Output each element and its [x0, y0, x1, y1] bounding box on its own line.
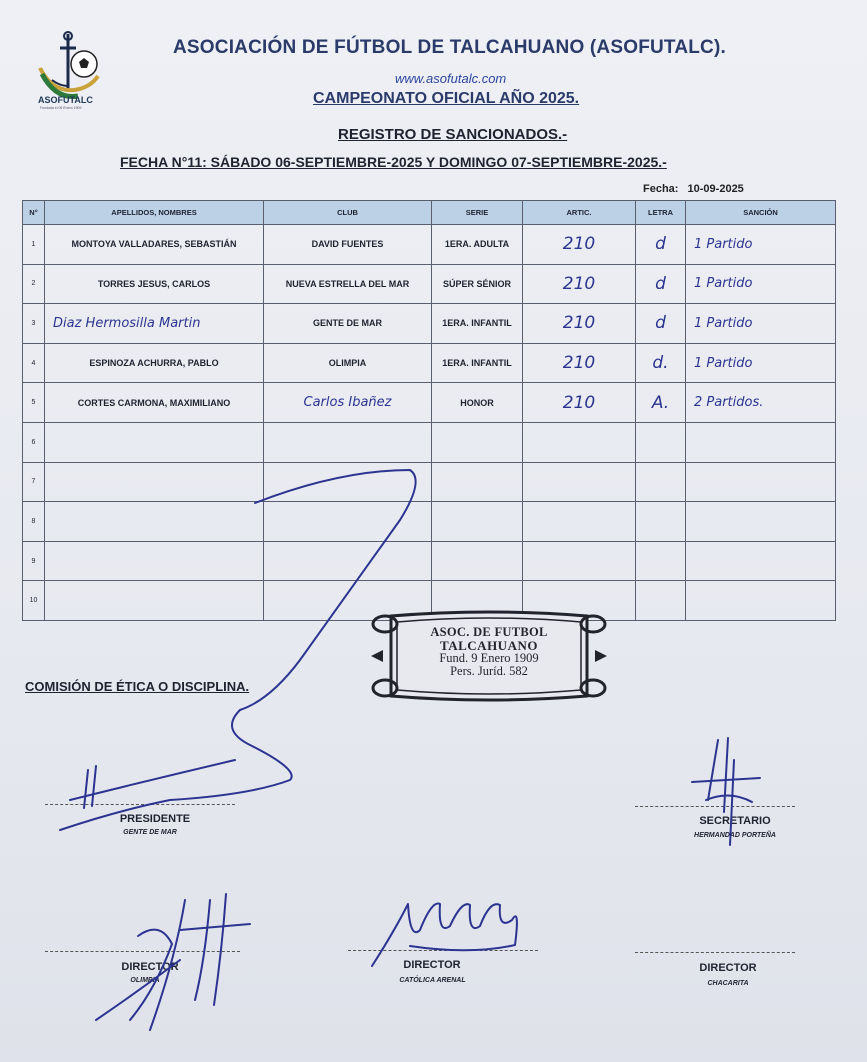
secretary-club: HERMANDAD PORTEÑA: [694, 832, 776, 839]
row-number: 5: [23, 383, 45, 423]
signature-line-president: [45, 804, 235, 805]
article-handwritten: 210: [523, 304, 636, 344]
signature-line-director-2: [348, 950, 538, 951]
empty-cell: [686, 581, 836, 621]
column-header: CLUB: [264, 201, 432, 225]
empty-cell: [636, 581, 686, 621]
signature-line-director-1: [45, 951, 240, 952]
row-number: 3: [23, 304, 45, 344]
director-1-club: OLIMPIA: [130, 977, 160, 984]
player-serie: SÚPER SÉNIOR: [432, 264, 523, 304]
document-date-value: 10-09-2025: [687, 183, 744, 195]
table-row: [23, 462, 836, 502]
table-header-row: [23, 201, 836, 225]
stamp-line: Pers. Juríd. 582: [450, 664, 528, 678]
player-club: NUEVA ESTRELLA DEL MAR: [264, 264, 432, 304]
stamp-text: [400, 626, 578, 678]
empty-cell: [432, 462, 523, 502]
letter-handwritten: d.: [636, 343, 686, 383]
sanction-handwritten: 2 Partidos.: [686, 383, 836, 423]
empty-cell: [264, 502, 432, 542]
letter-handwritten: d: [636, 264, 686, 304]
player-serie: HONOR: [432, 383, 523, 423]
empty-cell: [523, 422, 636, 462]
player-club: DAVID FUENTES: [264, 225, 432, 265]
row-number: 4: [23, 343, 45, 383]
empty-cell: [636, 502, 686, 542]
table-row: [23, 422, 836, 462]
empty-cell: [264, 541, 432, 581]
match-date-line: FECHA N°11: SÁBADO 06-SEPTIEMBRE-2025 Y DOMINGO 07-SEPTIEMBRE-2025.-: [120, 154, 667, 170]
table-row: [23, 502, 836, 542]
stamp-line: ASOC. DE FUTBOL: [430, 625, 548, 639]
empty-cell: [523, 502, 636, 542]
logo-subtext: Fundada el 09 Enero 1909: [40, 106, 82, 110]
empty-cell: [432, 541, 523, 581]
empty-cell: [686, 541, 836, 581]
column-header: APELLIDOS, NOMBRES: [45, 201, 264, 225]
director-3-club: CHACARITA: [707, 980, 749, 987]
column-header: N°: [23, 201, 45, 225]
table-row: [23, 225, 836, 265]
table-row: [23, 383, 836, 423]
document-date: [643, 183, 744, 195]
row-number: 10: [23, 581, 45, 621]
empty-cell: [686, 422, 836, 462]
logo-text: ASOFUTALC: [38, 95, 93, 105]
empty-cell: [264, 462, 432, 502]
column-header: LETRA: [636, 201, 686, 225]
empty-cell: [523, 541, 636, 581]
player-club-handwritten: Carlos Ibañez: [264, 383, 432, 423]
player-name: CORTES CARMONA, MAXIMILIANO: [45, 383, 264, 423]
document-date-label: Fecha:: [643, 183, 679, 195]
player-club: OLIMPIA: [264, 343, 432, 383]
director-3-role: DIRECTOR: [699, 962, 757, 974]
empty-cell: [636, 422, 686, 462]
stamp-line: TALCAHUANO: [440, 638, 538, 653]
row-number: 9: [23, 541, 45, 581]
empty-cell: [432, 502, 523, 542]
article-handwritten: 210: [523, 225, 636, 265]
president-role: PRESIDENTE: [119, 813, 191, 825]
commission-heading: COMISIÓN DE ÉTICA O DISCIPLINA.: [25, 679, 250, 694]
article-handwritten: 210: [523, 264, 636, 304]
player-serie: 1ERA. ADULTA: [432, 225, 523, 265]
director-1-role: DIRECTOR: [121, 961, 179, 973]
empty-cell: [264, 422, 432, 462]
empty-cell: [45, 541, 264, 581]
championship-title: CAMPEONATO OFICIAL AÑO 2025.: [313, 90, 580, 107]
row-number: 6: [23, 422, 45, 462]
empty-cell: [45, 581, 264, 621]
secretary-role: SECRETARIO: [699, 815, 771, 827]
sanction-handwritten: 1 Partido: [686, 304, 836, 344]
empty-cell: [45, 422, 264, 462]
director-2-role: DIRECTOR: [403, 959, 461, 971]
row-number: 1: [23, 225, 45, 265]
table-row: [23, 304, 836, 344]
player-name: TORRES JESUS, CARLOS: [45, 264, 264, 304]
letter-handwritten: d: [636, 225, 686, 265]
column-header: SANCIÓN: [686, 201, 836, 225]
sanctions-table: [22, 200, 836, 621]
registry-title: REGISTRO DE SANCIONADOS.-: [338, 126, 568, 143]
document-title: ASOCIACIÓN DE FÚTBOL DE TALCAHUANO (ASOFUTALC).: [173, 37, 726, 58]
empty-cell: [45, 462, 264, 502]
empty-cell: [432, 422, 523, 462]
president-club: GENTE DE MAR: [123, 829, 177, 836]
letter-handwritten: d: [636, 304, 686, 344]
row-number: 7: [23, 462, 45, 502]
letter-handwritten: A.: [636, 383, 686, 423]
sanction-handwritten: 1 Partido: [686, 225, 836, 265]
table-row: [23, 343, 836, 383]
row-number: 8: [23, 502, 45, 542]
empty-cell: [686, 462, 836, 502]
row-number: 2: [23, 264, 45, 304]
table-row: [23, 541, 836, 581]
signature-line-secretary: [635, 806, 795, 807]
website-link[interactable]: www.asofutalc.com: [395, 71, 507, 86]
empty-cell: [45, 502, 264, 542]
empty-cell: [523, 462, 636, 502]
director-2-club: CATÓLICA ARENAL: [399, 977, 466, 984]
sanction-handwritten: 1 Partido: [686, 343, 836, 383]
article-handwritten: 210: [523, 343, 636, 383]
column-header: SERIE: [432, 201, 523, 225]
player-name: ESPINOZA ACHURRA, PABLO: [45, 343, 264, 383]
empty-cell: [636, 462, 686, 502]
table-row: [23, 264, 836, 304]
column-header: ARTIC.: [523, 201, 636, 225]
empty-cell: [686, 502, 836, 542]
player-club: GENTE DE MAR: [264, 304, 432, 344]
article-handwritten: 210: [523, 383, 636, 423]
sanction-handwritten: 1 Partido: [686, 264, 836, 304]
stamp-line: Fund. 9 Enero 1909: [439, 651, 539, 665]
empty-cell: [636, 541, 686, 581]
player-name: MONTOYA VALLADARES, SEBASTIÁN: [45, 225, 264, 265]
player-serie: 1ERA. INFANTIL: [432, 304, 523, 344]
signature-line-director-3: [635, 952, 795, 953]
player-serie: 1ERA. INFANTIL: [432, 343, 523, 383]
player-name-handwritten: Diaz Hermosilla Martin: [45, 304, 264, 344]
